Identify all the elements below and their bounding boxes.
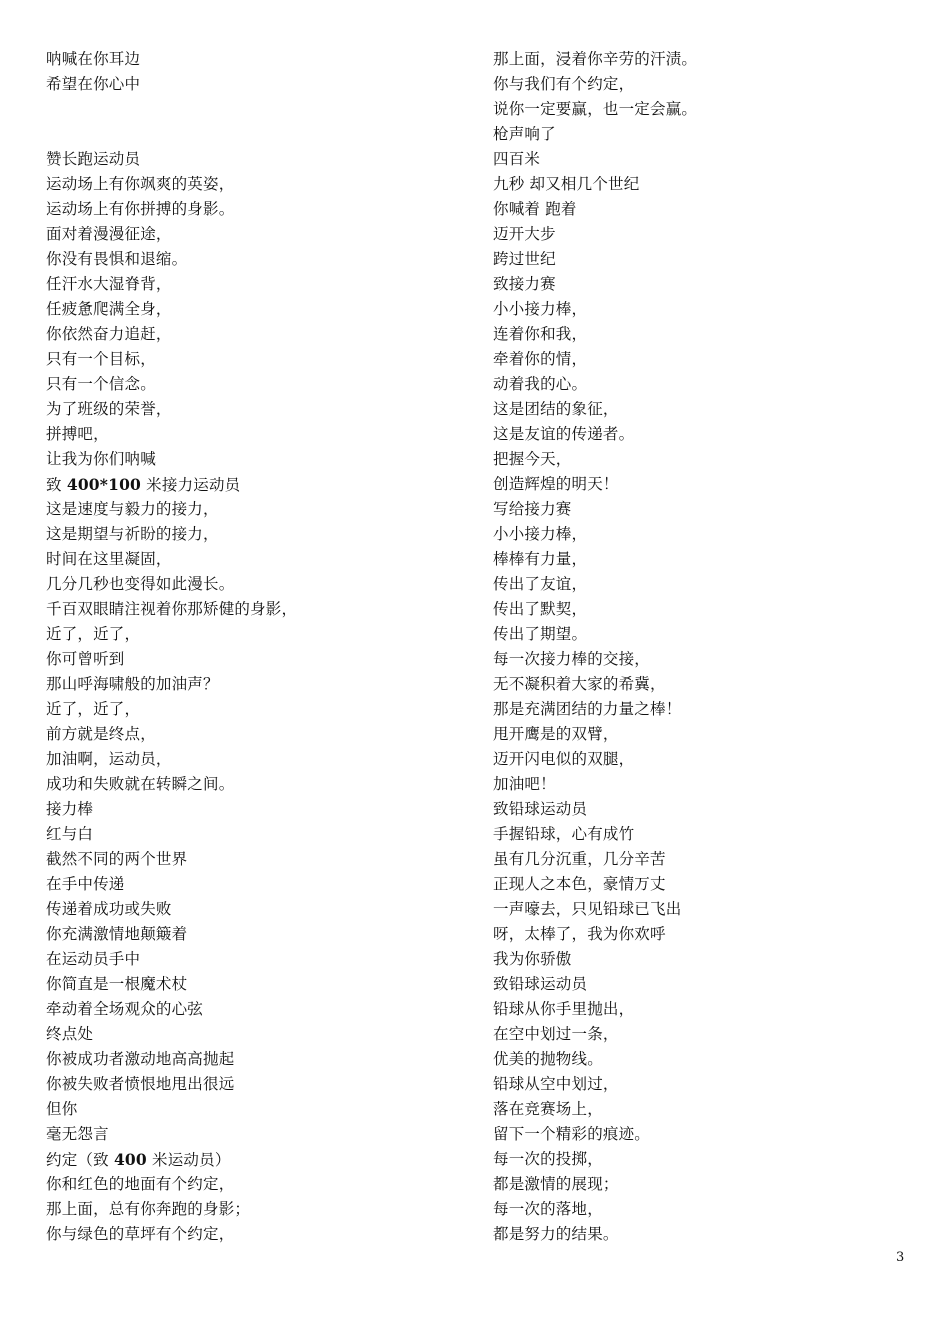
text-line: 牵着你的情， <box>493 350 588 368</box>
text-line: 你依然奋力追赶， <box>46 325 172 343</box>
text-line: 任疲惫爬满全身， <box>46 300 172 318</box>
text-line: 创造辉煌的明天！ <box>493 475 619 493</box>
text-line: 甩开鹰是的双臂， <box>493 725 619 743</box>
text-line: 截然不同的两个世界 <box>46 850 188 868</box>
text-line: 我为你骄傲 <box>493 950 572 968</box>
text-line: 拼搏吧， <box>46 425 109 443</box>
text-line: 在空中划过一条， <box>493 1025 619 1043</box>
text-line <box>46 122 466 147</box>
text-line: 在运动员手中 <box>46 950 141 968</box>
text-line: 面对着漫漫征途， <box>46 225 172 243</box>
text-line: 千百双眼睛注视着你那矫健的身影， <box>46 600 298 618</box>
text-line: 迈开大步 <box>493 225 556 243</box>
text-line: 毫无怨言 <box>46 1125 109 1143</box>
text-line: 时间在这里凝固， <box>46 550 172 568</box>
text-line: 致铅球运动员 <box>493 800 588 818</box>
text-line: 每一次的投掷， <box>493 1150 603 1168</box>
right-text-column <box>493 47 913 1247</box>
text-line: 九秒 却又相几个世纪 <box>493 175 640 193</box>
text-line: 把握今天， <box>493 450 572 468</box>
text-line: 你没有畏惧和退缩。 <box>46 250 188 268</box>
text-line: 只有一个信念。 <box>46 375 156 393</box>
text-line: 为了班级的荣誉， <box>46 400 172 418</box>
page-number: 3 <box>896 1250 905 1265</box>
text-line: 致 400*100 米接力运动员 <box>46 475 241 494</box>
text-line: 虽有几分沉重，几分辛苦 <box>493 850 666 868</box>
text-line: 赞长跑运动员 <box>46 150 141 168</box>
text-line: 近了，近了， <box>46 625 141 643</box>
text-line: 优美的抛物线。 <box>493 1050 603 1068</box>
text-line: 你和红色的地面有个约定， <box>46 1175 235 1193</box>
text-line: 终点处 <box>46 1025 94 1043</box>
text-line: 只有一个目标， <box>46 350 156 368</box>
text-line: 棒棒有力量， <box>493 550 588 568</box>
text-line: 你可曾听到 <box>46 650 125 668</box>
text-line: 铅球从空中划过， <box>493 1075 619 1093</box>
text-line: 动着我的心。 <box>493 375 588 393</box>
text-line: 落在竞赛场上， <box>493 1100 603 1118</box>
text-line: 加油啊，运动员， <box>46 750 172 768</box>
text-line: 接力棒 <box>46 800 94 818</box>
text-line: 你简直是一根魔术杖 <box>46 975 188 993</box>
text-line: 你与绿色的草坪有个约定， <box>46 1225 235 1243</box>
text-line: 你与我们有个约定， <box>493 75 635 93</box>
text-line: 铅球从你手里抛出， <box>493 1000 635 1018</box>
text-line: 在手中传递 <box>46 875 125 893</box>
text-line: 小小接力棒， <box>493 300 588 318</box>
text-line: 手握铅球，心有成竹 <box>493 825 635 843</box>
text-line: 成功和失败就在转瞬之间。 <box>46 775 235 793</box>
text-line: 这是期望与祈盼的接力， <box>46 525 219 543</box>
text-line: 那山呼海啸般的加油声？ <box>46 675 219 693</box>
text-line: 四百米 <box>493 150 541 168</box>
text-line: 那上面，总有你奔跑的身影； <box>46 1200 251 1218</box>
text-line: 让我为你们呐喊 <box>46 450 156 468</box>
text-line: 写给接力赛 <box>493 500 572 518</box>
text-line: 传递着成功或失败 <box>46 900 172 918</box>
text-line: 每一次接力棒的交接， <box>493 650 651 668</box>
text-line: 近了，近了， <box>46 700 141 718</box>
text-line: 那是充满团结的力量之棒！ <box>493 700 682 718</box>
text-line: 前方就是终点， <box>46 725 156 743</box>
text-line: 几分几秒也变得如此漫长。 <box>46 575 235 593</box>
text-line: 加油吧！ <box>493 775 556 793</box>
text-line: 但你 <box>46 1100 78 1118</box>
text-line: 你被失败者愤恨地甩出很远 <box>46 1075 235 1093</box>
text-line: 那上面，浸着你辛劳的汗渍。 <box>493 50 698 68</box>
left-text-column <box>46 47 466 1247</box>
text-line: 致铅球运动员 <box>493 975 588 993</box>
text-line: 运动场上有你拼搏的身影。 <box>46 200 235 218</box>
text-line: 传出了友谊， <box>493 575 588 593</box>
text-line: 都是激情的展现； <box>493 1175 619 1193</box>
text-line: 留下一个精彩的痕迹。 <box>493 1125 651 1143</box>
text-line: 一声嚎去，只见铅球已飞出 <box>493 900 682 918</box>
text-line: 跨过世纪 <box>493 250 556 268</box>
text-line <box>46 97 466 122</box>
text-line: 你充满激情地颠簸着 <box>46 925 188 943</box>
text-line: 运动场上有你飒爽的英姿， <box>46 175 235 193</box>
text-line: 这是友谊的传递者。 <box>493 425 635 443</box>
text-line: 你被成功者激动地高高抛起 <box>46 1050 235 1068</box>
text-line: 枪声响了 <box>493 125 556 143</box>
text-line: 说你一定要赢，也一定会赢。 <box>493 100 698 118</box>
text-line: 任汗水大湿脊背， <box>46 275 172 293</box>
text-line: 迈开闪电似的双腿， <box>493 750 635 768</box>
text-line: 传出了期望。 <box>493 625 588 643</box>
text-line: 连着你和我， <box>493 325 588 343</box>
text-line: 呐喊在你耳边 <box>46 50 141 68</box>
text-line: 正现人之本色，豪情万丈 <box>493 875 666 893</box>
text-line: 都是努力的结果。 <box>493 1225 619 1243</box>
text-line: 呀，太棒了，我为你欢呼 <box>493 925 666 943</box>
text-line: 这是团结的象征， <box>493 400 619 418</box>
text-line: 红与白 <box>46 825 94 843</box>
text-line: 牵动着全场观众的心弦 <box>46 1000 204 1018</box>
text-line: 小小接力棒， <box>493 525 588 543</box>
text-line: 你喊着 跑着 <box>493 200 577 218</box>
text-line: 致接力赛 <box>493 275 556 293</box>
text-line: 无不凝积着大家的希冀， <box>493 675 666 693</box>
text-line: 传出了默契， <box>493 600 588 618</box>
text-line: 这是速度与毅力的接力， <box>46 500 219 518</box>
text-line: 约定（致 400 米运动员） <box>46 1150 231 1169</box>
text-line: 希望在你心中 <box>46 75 141 93</box>
text-line: 每一次的落地， <box>493 1200 603 1218</box>
